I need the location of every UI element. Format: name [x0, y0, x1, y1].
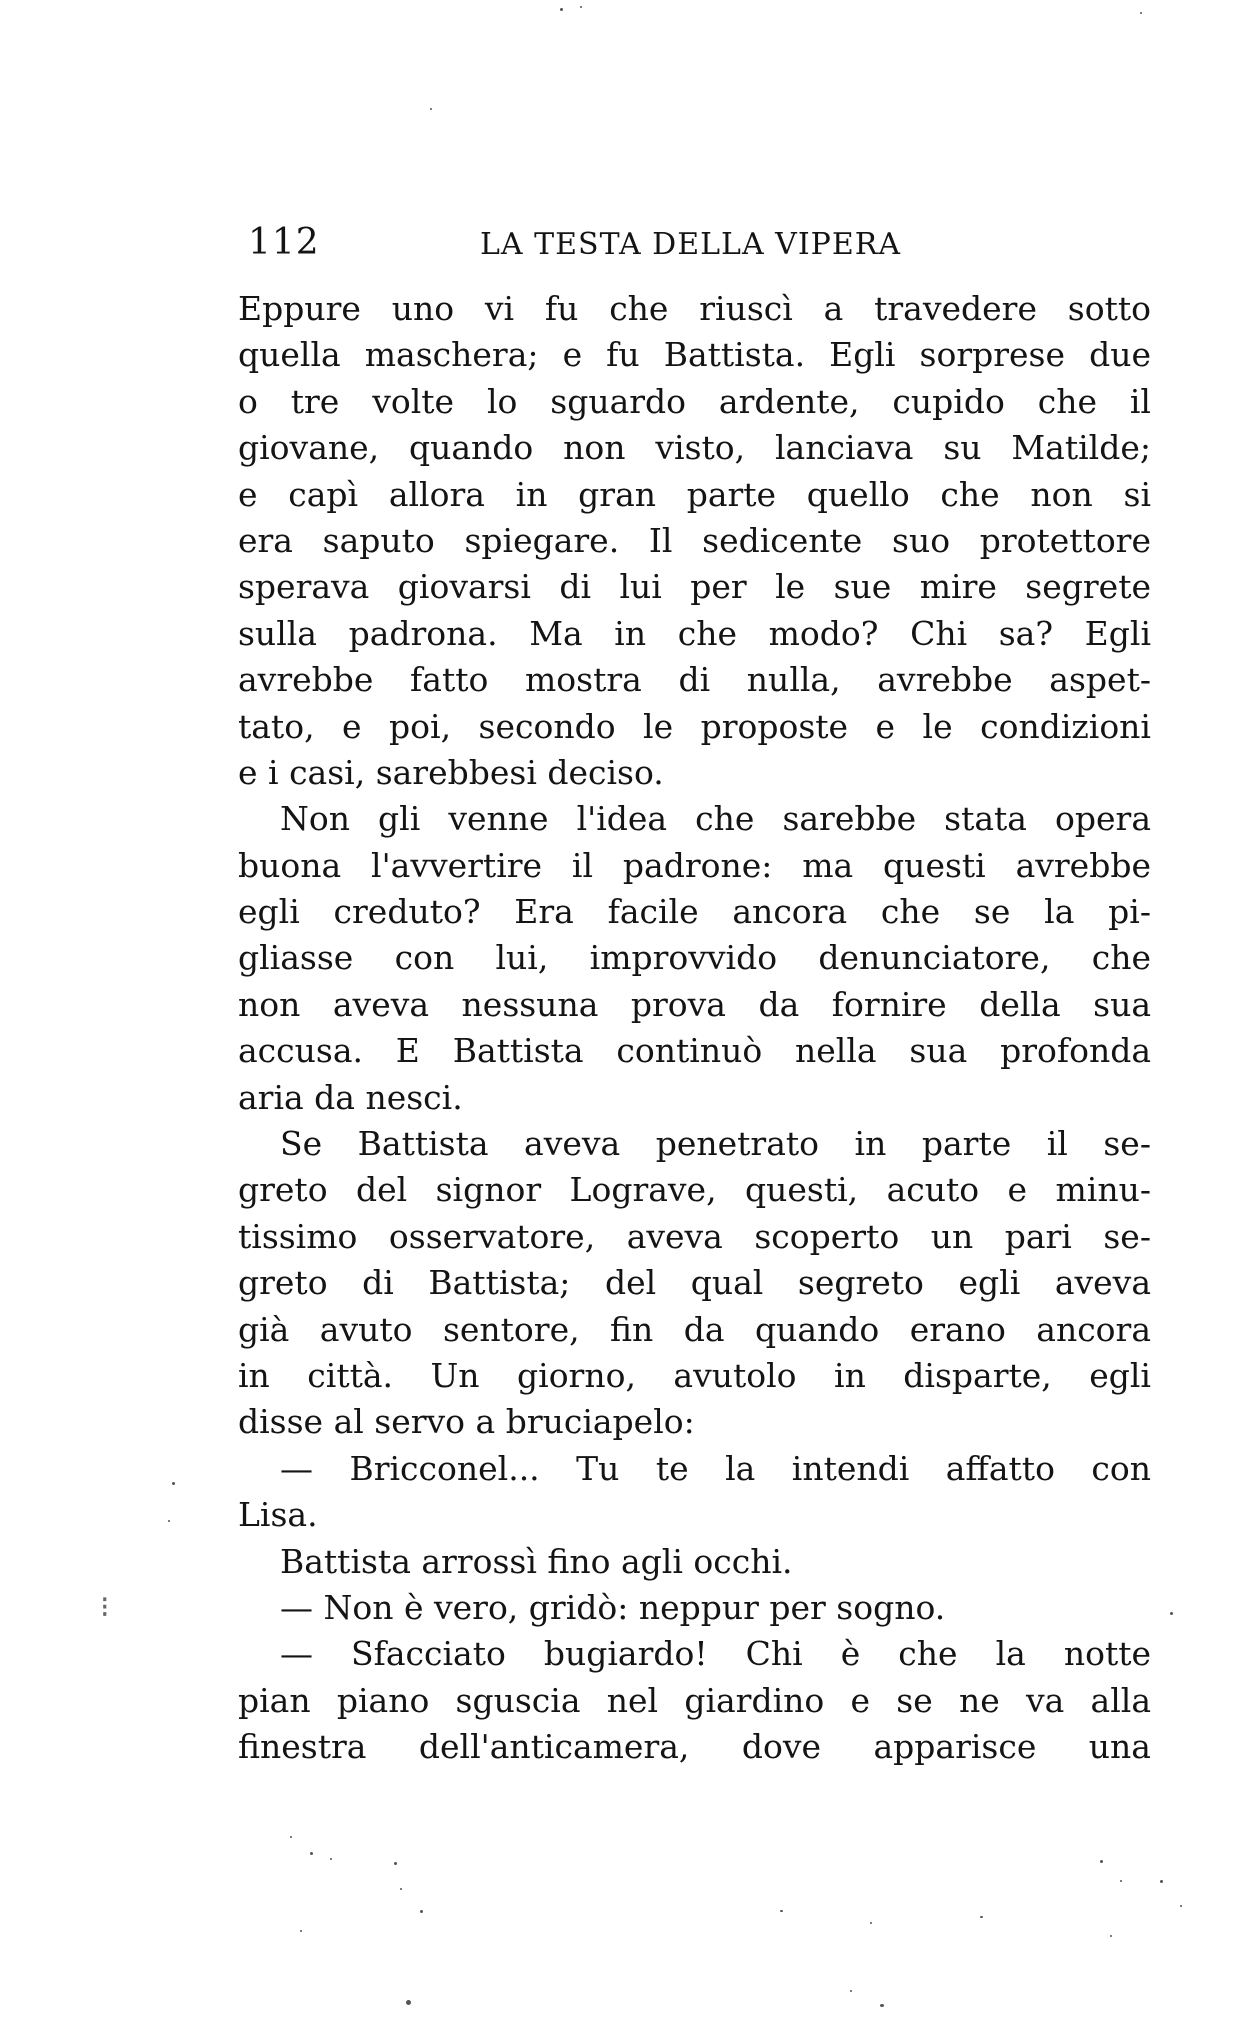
speck — [1100, 1860, 1103, 1863]
text-line: accusa. E Battista continuò nella sua profonda — [238, 1031, 1151, 1071]
speck — [300, 1930, 302, 1932]
text-line: Battista arrossì fino agli occhi. — [280, 1541, 793, 1581]
text-line: disse al servo a bruciapelo: — [238, 1402, 695, 1442]
speck — [880, 2004, 884, 2007]
text-line: — Sfacciato bugiardo! Chi è che la notte — [280, 1634, 1151, 1674]
speck — [406, 2000, 411, 2005]
text-line: giovane, quando non visto, lanciava su Matilde; — [238, 428, 1151, 468]
speck — [560, 8, 563, 11]
speck — [980, 1916, 983, 1918]
text-line: Non gli venne l'idea che sarebbe stata opera — [280, 799, 1151, 839]
text-line: — Non è vero, gridò: neppur per sogno. — [280, 1587, 946, 1627]
text-line: egli creduto? Era facile ancora che se la pi- — [238, 892, 1151, 932]
text-line: e i casi, sarebbesi deciso. — [238, 752, 664, 792]
speck — [420, 1910, 423, 1913]
speck — [1140, 12, 1142, 14]
text-line: o tre volte lo sguardo ardente, cupido che il — [238, 381, 1151, 421]
speck — [394, 1862, 397, 1865]
speck — [430, 108, 432, 110]
body-text — [238, 286, 1151, 1771]
speck — [1160, 1880, 1163, 1883]
text-line: sulla padrona. Ma in che modo? Chi sa? Egli — [238, 613, 1151, 653]
speck — [580, 6, 582, 8]
text-line: Eppure uno vi fu che riuscì a travedere sotto — [238, 289, 1151, 328]
text-line: già avuto sentore, fin da quando erano ancora — [238, 1309, 1151, 1349]
text-line: Se Battista aveva penetrato in parte il se- — [280, 1124, 1151, 1164]
text-line: pian piano sguscia nel giardino e se ne va alla — [238, 1680, 1151, 1720]
text-line: e capì allora in gran parte quello che non si — [238, 474, 1151, 514]
speck — [310, 1852, 313, 1855]
speck — [168, 1520, 170, 1522]
margin-ink-mark: ⁝ — [100, 1590, 110, 1625]
text-line: avrebbe fatto mostra di nulla, avrebbe aspet- — [238, 660, 1151, 700]
speck — [1110, 1935, 1112, 1937]
text-line: — Bricconel... Tu te la intendi affatto con — [280, 1448, 1151, 1488]
text-line: tissimo osservatore, aveva scoperto un pari se- — [238, 1216, 1151, 1256]
text-line: aria da nesci. — [238, 1077, 463, 1117]
speck — [172, 1482, 175, 1485]
page-header — [248, 218, 1148, 268]
text-line: sperava giovarsi di lui per le sue mire segrete — [238, 567, 1151, 607]
text-line: non aveva nessuna prova da fornire della sua — [238, 984, 1151, 1024]
page-number: 112 — [248, 222, 320, 263]
text-line: quella maschera; e fu Battista. Egli sorprese due — [238, 335, 1151, 375]
text-line: Lisa. — [238, 1495, 318, 1535]
text-line: gliasse con lui, improvvido denunciatore, che — [238, 938, 1151, 978]
speck — [870, 1922, 872, 1924]
speck — [400, 1888, 402, 1890]
speck — [850, 1990, 852, 1992]
text-line: finestra dell'anticamera, dove apparisce una — [238, 1727, 1151, 1767]
text-line: buona l'avvertire il padrone: ma questi avrebbe — [238, 845, 1151, 885]
speck — [1180, 1905, 1182, 1907]
text-line: greto del signor Lograve, questi, acuto e minu- — [238, 1170, 1151, 1210]
text-line: greto di Battista; del qual segreto egli aveva — [238, 1263, 1151, 1303]
text-line: era saputo spiegare. Il sedicente suo protettore — [238, 520, 1151, 560]
speck — [1170, 1612, 1173, 1615]
text-line: tato, e poi, secondo le proposte e le condizioni — [238, 706, 1151, 746]
speck — [1120, 1880, 1122, 1882]
speck — [290, 1836, 292, 1838]
speck — [780, 1910, 783, 1912]
running-title: LA TESTA DELLA VIPERA — [480, 227, 902, 262]
text-line: in città. Un giorno, avutolo in disparte, egli — [238, 1355, 1151, 1395]
speck — [330, 1858, 332, 1860]
